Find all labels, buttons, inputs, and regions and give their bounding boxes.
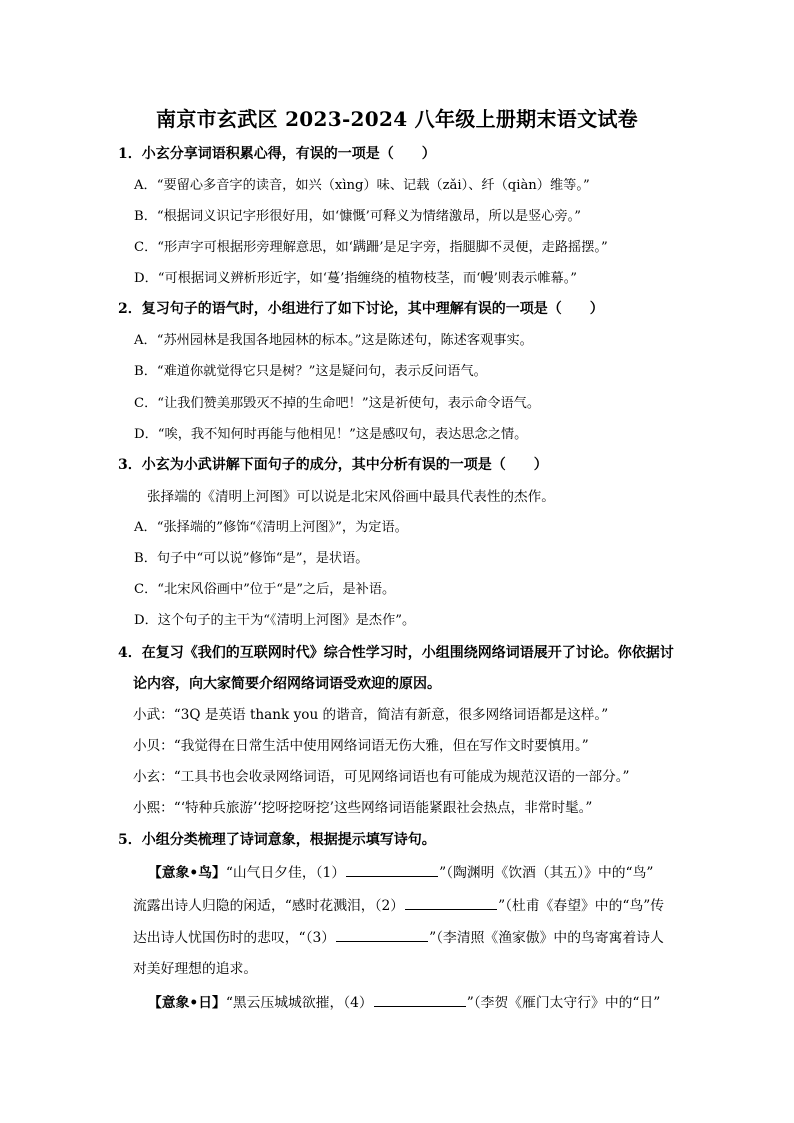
- speaker-xiaoxi: 小熙：“‘特种兵旅游’‘挖呀挖呀挖’这些网络词语能紧跟社会热点，非常时髦。”: [133, 800, 593, 816]
- sun-text-1a: “黑云压城城欲摧，（4）: [225, 995, 373, 1011]
- speaker-xiaobei: 小贝：“我觉得在日常生活中使用网络词语无伤大雅，但在写作文时要慎用。”: [133, 738, 589, 754]
- answer-blank-1[interactable]: [346, 862, 438, 877]
- answer-blank-4[interactable]: [374, 992, 466, 1007]
- question-1-option-c: C．“形声字可根据形旁理解意思，如‘蹒跚’是足字旁，指腿脚不灵便，走路摇摆。”: [134, 240, 608, 255]
- question-4-stem-cont: 论内容，向大家简要介绍网络词语受欢迎的原因。: [133, 676, 441, 692]
- question-2-stem: 2．复习句子的语气时，小组进行了如下讨论，其中理解有误的一项是（ ）: [118, 301, 604, 317]
- question-2-option-a: A．“苏州园林是我国各地园林的标本。”这是陈述句，陈述客观事实。: [134, 333, 533, 348]
- question-2-option-c: C．“让我们赞美那毁灭不掉的生命吧！”这是祈使句，表示命令语气。: [134, 396, 541, 411]
- question-1-option-a: A．“要留心多音字的读音，如兴（xìng）味、记载（zǎi）、纤（qiàn）维等。”: [134, 178, 590, 193]
- question-3-option-b: B．句子中“可以说”修饰“是”，是状语。: [134, 551, 369, 566]
- bird-text-3a: 达出诗人忧国伤时的悲叹，“（3）: [133, 930, 336, 946]
- question-3-sentence: 张择端的《清明上河图》可以说是北宋风俗画中最具代表性的杰作。: [147, 489, 555, 505]
- page-title: 南京市玄武区 2023-2024 八年级上册期末语文试卷: [156, 107, 638, 131]
- bird-text-3b: ”（李清照《渔家傲》中的鸟寄寓着诗人: [429, 930, 664, 946]
- sun-tag: 【意象•日】: [148, 995, 226, 1011]
- answer-blank-3[interactable]: [336, 927, 428, 942]
- bird-line-3: [133, 927, 664, 948]
- bird-text-2a: 流露出诗人归隐的闲适，“感时花溅泪，（2）: [133, 898, 405, 914]
- speaker-xiaoxuan: 小玄：“工具书也会收录网络词语，可见网络词语也有可能成为规范汉语的一部分。”: [133, 769, 630, 785]
- bird-tag: 【意象•鸟】: [148, 865, 226, 881]
- answer-blank-2[interactable]: [405, 895, 497, 910]
- bird-line-2: [133, 895, 664, 916]
- sun-text-1b: ”（李贺《雁门太守行》中的“日”: [466, 995, 661, 1011]
- bird-text-1b: ”（陶渊明《饮酒（其五）》中的“鸟”: [439, 865, 654, 881]
- bird-line-1: [148, 862, 653, 883]
- question-4-stem: 4．在复习《我们的互联网时代》综合性学习时，小组围绕网络词语展开了讨论。你依据讨: [118, 645, 674, 661]
- question-3-option-a: A．“张择端的”修饰“《清明上河图》”，为定语。: [134, 520, 408, 535]
- question-1-option-d: D．“可根据词义辨析形近字，如‘蔓’指缠绕的植物枝茎，而‘幔’则表示帷幕。”: [134, 271, 578, 286]
- question-3-option-d: D．这个句子的主干为“《清明上河图》是杰作”。: [134, 613, 416, 628]
- question-2-option-b: B．“难道你就觉得它只是树？”这是疑问句，表示反问语气。: [134, 364, 487, 379]
- question-3-stem: 3．小玄为小武讲解下面句子的成分，其中分析有误的一项是（ ）: [118, 457, 548, 473]
- bird-line-4: 对美好理想的追求。: [133, 961, 258, 977]
- question-5-stem: 5．小组分类梳理了诗词意象，根据提示填写诗句。: [118, 832, 436, 848]
- sun-line-1: [148, 992, 660, 1013]
- bird-text-2b: ”（杜甫《春望》中的“鸟”传: [498, 898, 665, 914]
- question-1-option-b: B．“根据词义识记字形很好用，如‘慷慨’可释义为情绪激昂，所以是竖心旁。”: [134, 209, 581, 224]
- bird-text-1a: “山气日夕佳，（1）: [225, 865, 346, 881]
- speaker-xiaowu: 小武：“3Q 是英语 thank you 的谐音，简洁有新意，很多网络词语都是这样。”: [133, 707, 609, 723]
- question-2-option-d: D．“唉，我不知何时再能与他相见！”这是感叹句，表达思念之情。: [134, 427, 528, 442]
- question-1-stem: 1．小玄分享词语积累心得，有误的一项是（ ）: [118, 146, 436, 162]
- question-3-option-c: C．“北宋风俗画中”位于“是”之后，是补语。: [134, 582, 396, 597]
